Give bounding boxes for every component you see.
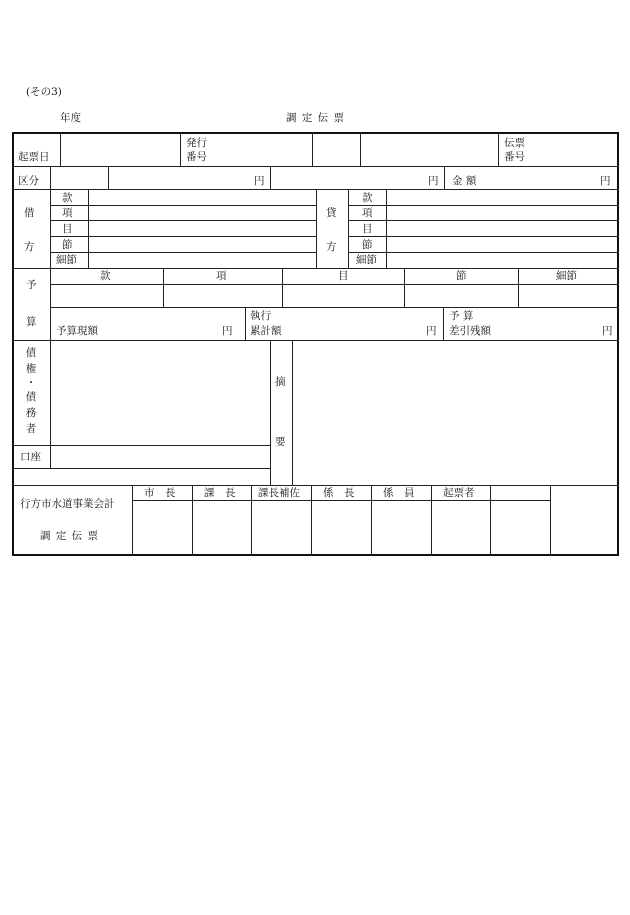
exec-total-label-2: 累計額 [250, 325, 282, 337]
party-char-4: 債 [25, 391, 37, 403]
amount-label: 金 額 [452, 175, 477, 187]
budget-col-moku: 目 [338, 270, 349, 282]
budget-remain-label-1: 予 算 [449, 310, 474, 322]
budget-side-label-bottom: 算 [26, 316, 37, 328]
issue-number-field[interactable] [313, 134, 359, 165]
credit-item-saisetsu: 細節 [356, 254, 377, 266]
budget-remain-label-2: 差引残額 [449, 325, 491, 337]
budget-col-kan: 款 [100, 270, 111, 282]
issue-date-label: 起票日 [18, 151, 50, 163]
summary-field[interactable] [293, 341, 617, 484]
debit-side-label-bottom: 方 [24, 241, 35, 253]
issue-date-field[interactable] [61, 134, 179, 165]
stamp-box-subsection-chief[interactable] [312, 501, 370, 555]
debit-item-kou: 項 [62, 207, 73, 219]
stamp-box-section-chief[interactable] [193, 501, 250, 555]
footer-form-name: 調 定 伝 票 [40, 530, 100, 542]
approval-drafter: 起票者 [443, 487, 475, 499]
exec-total-label-1: 執行 [250, 310, 271, 322]
party-char-5: 務 [25, 407, 37, 419]
section-note: (その3) [26, 86, 62, 98]
issue-number-label-1: 発行 [186, 137, 207, 149]
budget-current-yen: 円 [222, 325, 233, 337]
org-name: 行方市水道事業会計 [20, 498, 115, 510]
slip-number-label-2: 番号 [504, 151, 525, 163]
party-char-3: ・ [25, 377, 37, 389]
issue-number-label-2: 番号 [186, 151, 207, 163]
approval-mayor: 市 長 [144, 487, 176, 499]
party-field[interactable] [51, 341, 269, 444]
stamp-box-drafter[interactable] [432, 501, 489, 555]
budget-col-kou: 項 [216, 270, 227, 282]
approval-deputy-chief: 課長補佐 [258, 487, 300, 499]
approval-staff: 係 員 [383, 487, 415, 499]
yen-unit-1: 円 [254, 175, 265, 187]
budget-col-saisetsu: 細節 [556, 270, 577, 282]
credit-side-label-bottom: 方 [326, 241, 337, 253]
summary-label-top: 摘 [275, 376, 286, 388]
slip-number-label-1: 伝票 [504, 137, 525, 149]
division-field[interactable] [51, 167, 107, 188]
debit-item-saisetsu: 細節 [56, 254, 77, 266]
stamp-box-deputy-chief[interactable] [252, 501, 310, 555]
form-title: 調 定 伝 票 [286, 112, 346, 124]
approval-subsection-chief: 係 長 [323, 487, 355, 499]
party-char-6: 者 [25, 423, 37, 435]
credit-item-kan: 款 [362, 192, 373, 204]
division-label: 区分 [18, 175, 39, 187]
party-label [24, 346, 40, 436]
budget-remain-yen: 円 [602, 325, 613, 337]
debit-item-setsu: 節 [62, 239, 73, 251]
party-char-1: 債 [25, 347, 37, 359]
credit-item-setsu: 節 [362, 239, 373, 251]
budget-col-setsu: 節 [456, 270, 467, 282]
credit-item-moku: 目 [362, 223, 373, 235]
credit-side-label-top: 貸 [326, 207, 337, 219]
budget-side-label-top: 予 [26, 279, 37, 291]
yen-unit-3: 円 [600, 175, 611, 187]
account-label: 口座 [20, 451, 41, 463]
approval-section-chief: 課 長 [204, 487, 236, 499]
debit-item-kan: 款 [62, 192, 73, 204]
debit-side-label-top: 借 [24, 207, 35, 219]
party-char-2: 権 [25, 363, 37, 375]
fiscal-year-label: 年度 [60, 112, 81, 124]
credit-item-kou: 項 [362, 207, 373, 219]
account-field[interactable] [51, 446, 269, 467]
stamp-box-staff[interactable] [372, 501, 430, 555]
exec-total-yen: 円 [426, 325, 437, 337]
debit-item-moku: 目 [62, 223, 73, 235]
budget-current-label: 予算現額 [56, 325, 98, 337]
issue-number-field-2[interactable] [361, 134, 497, 165]
stamp-box-mayor[interactable] [133, 501, 191, 555]
summary-label-bottom: 要 [275, 436, 286, 448]
yen-unit-2: 円 [428, 175, 439, 187]
